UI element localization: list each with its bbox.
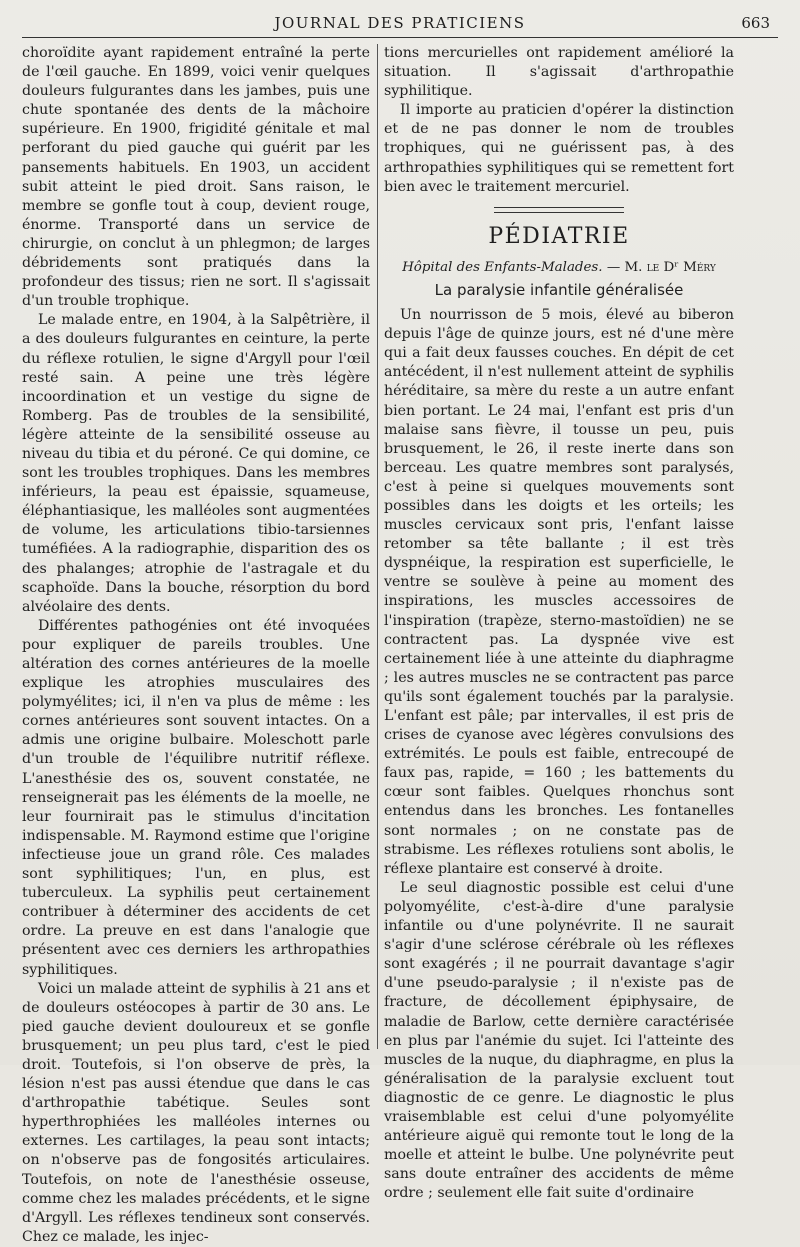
paragraph: tions mercurielles ont rapidement amélioré la situation. Il s'agissait d'arthropathie syphilitique.: [384, 45, 734, 100]
paragraph: Voici un malade atteint de syphilis à 21 ans et de douleurs ostéocopes à partir de 30 ans. Le pied gauche devient douloureux et se gonfle brusquement; un peu plus tard, c'est le pied droit. Toutefois, si l'on observe de près, la lésion n'est pas aussi étendue que dans le cas d'arthropathie tabétique. Seules sont hyperthrophiées les malléoles internes ou externes. Les cartilages, la peau sont intacts; on n'observe pas de fongosités articulaires. Toutefois, on note de l'anesthésie osseuse, comme chez les malades précédents, et le signe d'Argyll. Les réflexes tendineux sont conservés. Chez ce malade, les injec-: [22, 980, 370, 1245]
page-number: 663: [741, 14, 770, 32]
left-column: [22, 44, 370, 1247]
paragraph: Le seul diagnostic possible est celui d'une polyomyélite, c'est-à-dire d'une paralysie infantile ou d'une polynévrite. Il ne saurait s'agir d'une sclérose cérébrale où les réflexes sont exagérés ; il ne pourrait davantage s'agir d'une pseudo-paralysie ; il n'existe pas de fracture, de décollement épiphysaire, de maladie de Barlow, cette dernière caractérisée en plus par l'anémie du sujet. Ici l'atteinte des muscles de la nuque, du diaphragme, en plus la généralisation de la paralysie excluent tout diagnostic de ce genre. Le diagnostic le plus vraisemblable est celui d'une polyomyélite antérieure aiguë qui remonte tout le long de la moelle et atteint le bulbe. Une polynévrite peut sans doute entraîner des accidents de même ordre ; seulement elle fait suite d'ordinaire: [384, 879, 734, 1202]
section-rule: [494, 207, 624, 213]
paragraph: Il importe au praticien d'opérer la distinction et de ne pas donner le nom de troubles trophiques, qui ne guérissent pas, à des arthropathies syphilitiques qui se remettent fort bien avec le traitement mercuriel.: [384, 102, 734, 195]
article-title: La paralysie infantile généralisée: [434, 280, 684, 299]
running-header: [0, 10, 800, 36]
source-institution: Hôpital des Enfants-Malades.: [402, 259, 603, 275]
header-rule: [22, 37, 778, 38]
journal-title: JOURNAL DES PRATICIENS: [274, 14, 526, 32]
column-divider: [377, 44, 378, 1049]
paragraph: Un nourrisson de 5 mois, élevé au biberon depuis l'âge de quinze jours, est né d'une mère qui a fait deux fausses couches. En dépit de cet antécédent, il n'est nullement atteint de syphilis héréditaire, sa mère du reste a un autre enfant bien portant. Le 24 mai, l'enfant est pris d'un malaise sans fièvre, il tousse un peu, puis brusquement, le 26, il reste inerte dans son berceau. Les quatre membres sont paralysés, c'est à peine si quelques mouvements sont possibles dans les doigts et les orteils; les muscles cervicaux sont pris, l'enfant laisse retomber sa tête ballante ; il est très dyspnéique, la respiration est superficielle, le ventre se soulève à peine au moment des inspirations, les muscles accessoires de l'inspiration (trapèze, sterno-mastoïdien) ne se contractent pas. La dyspnée vive est certainement liée à une atteinte du diaphragme ; les autres muscles ne se contractent pas parce qu'ils sont également touchés par la paralysie. L'enfant est pâle; par intervalles, il est pris de crises de cyanose avec légères convulsions des extrémités. Le pouls est faible, entrecoupé de faux pas, rapide, = 160 ; les battements du cœur sont faibles. Quelques rhonchus sont entendus dans les bronches. Les fontanelles sont normales ; on ne constate pas de strabisme. Les réflexes rotuliens sont abolis, le réflexe plantaire est conservé à droite.: [384, 307, 734, 877]
right-column: [384, 44, 734, 1203]
article-source: [384, 258, 734, 277]
paragraph: choroïdite ayant rapidement entraîné la perte de l'œil gauche. En 1899, voici venir quelques douleurs fulgurantes dans les jambes, puis une chute spontanée des dents de la mâchoire supérieure. En 1900, frigidité génitale et mal perforant du pied gauche qui guérit par les pansements habituels. En 1903, un accident subit atteint le pied droit. Sans raison, le membre se gonfle tout à coup, devient rouge, énorme. Transporté dans un service de chirurgie, on conclut à un phlegmon; de larges débridements sont pratiqués dans la profondeur des tissus; rien ne sort. Il s'agissait d'un trouble trophique.: [22, 45, 370, 310]
section-title: PÉDIATRIE: [488, 223, 630, 249]
paragraph: Différentes pathogénies ont été invoquées pour expliquer de pareils troubles. Une altération des cornes antérieures de la moelle explique les atrophies musculaires des polymyélites; ici, il n'en va plus de même : les cornes antérieures sont souvent intactes. On a admis une origine bulbaire. Moleschott parle d'un trouble de l'équilibre nutritif réflexe. L'anesthésie des os, souvent constatée, ne renseignerait pas les éléments de la moelle, ne leur fournirait pas le stimulus d'incitation indispensable. M. Raymond estime que l'origine infectieuse joue un grand rôle. Ces malades sont syphilitiques; l'un, en plus, est tuberculeux. La syphilis peut certainement contribuer à déterminer des accidents de cet ordre. La preuve en est dans l'analogie que présentent avec ces derniers les arthropathies syphilitiques.: [22, 617, 370, 978]
source-author: — M. le Dʳ Méry: [606, 259, 716, 275]
paragraph: Le malade entre, en 1904, à la Salpêtrière, il a des douleurs fulgurantes en ceinture, la perte du réflexe rotulien, le signe d'Argyll pour l'œil resté sain. A peine une très légère incoordination et un vestige du signe de Romberg. Pas de troubles de la sensibilité, légère atteinte de la sensibilité osseuse au niveau du tibia et du péroné. Ce qui domine, ce sont les troubles trophiques. Dans les membres inférieurs, la peau est épaissie, squameuse, éléphantiasique, les malléoles sont augmentées de volume, les articulations tibio-tarsiennes tuméfiées. A la radiographie, disparition des os des phalanges; atrophie de l'astragale et du scaphoïde. Dans la bouche, résorption du bord alvéolaire des dents.: [22, 312, 370, 615]
